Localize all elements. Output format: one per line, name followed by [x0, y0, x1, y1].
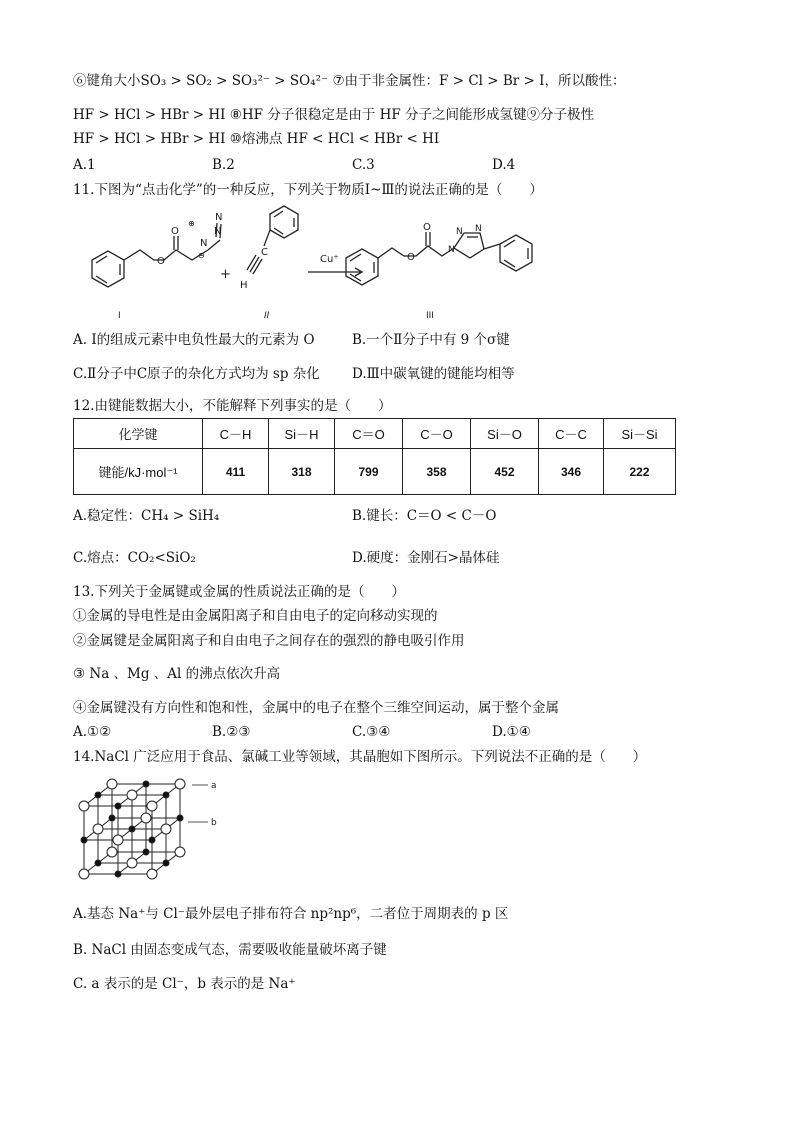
bond-si-h: Si－H	[269, 419, 335, 449]
q11-option-d: D.Ⅲ中碳氧键的键能均相等	[352, 366, 515, 382]
molecule-iii-phenyl-ring	[500, 235, 532, 271]
bond-si-si: Si－Si	[604, 419, 676, 449]
molecule-i-oxygen-label: O	[157, 256, 165, 267]
table-header-label: 化学键	[74, 419, 203, 449]
chloride-ion	[147, 801, 157, 811]
molecule-iii-chain	[378, 246, 454, 258]
value-c-o-single: 358	[403, 449, 471, 495]
q12-option-b: B.键长：C＝O < C－O	[352, 508, 497, 524]
table-header-row	[74, 419, 676, 449]
triazole-n2: N	[456, 227, 463, 237]
azide-nitrogen-2: N	[214, 226, 222, 237]
q13-option-b: B.②③	[212, 724, 251, 740]
label-molecule-i: I	[118, 311, 121, 321]
q10-option-b: B.2	[212, 157, 235, 173]
alkyne-hydrogen-label: H	[240, 280, 248, 291]
q13-item-4: ④金属键没有方向性和饱和性，金属中的电子在整个三维空间运动，属于整个金属	[73, 700, 559, 716]
label-molecule-ii: II	[264, 311, 270, 321]
q13-stem: 13.下列关于金属键或金属的性质说法正确的是（ ）	[73, 584, 405, 600]
chloride-ion	[113, 835, 123, 845]
nacl-unit-cell-figure	[70, 772, 230, 890]
plus-sign: +	[220, 267, 231, 282]
q10-line-3: HF > HCl > HBr > HI ⑩熔沸点 HF < HCl < HBr < HI	[73, 131, 440, 147]
sodium-ion	[143, 781, 149, 787]
value-c-h: 411	[203, 449, 269, 495]
q11-option-c: C.Ⅱ分子中C原子的杂化方式均为 sp 杂化	[73, 366, 320, 382]
q13-item-2: ②金属键是金属阳离子和自由电子之间存在的强烈的静电吸引作用	[73, 633, 465, 649]
molecule-iii-benzene-ring	[346, 249, 378, 285]
bond-c-o-single: C－O	[403, 419, 471, 449]
label-b: b	[211, 818, 217, 828]
chloride-ion	[175, 847, 185, 857]
azide-minus-charge: ⊖	[198, 251, 205, 260]
triazole-n1: N	[448, 245, 455, 255]
sodium-ion	[115, 803, 121, 809]
q13-item-3: ③ Na 、Mg 、Al 的沸点依次升高	[73, 666, 281, 682]
chloride-ion	[175, 779, 185, 789]
sodium-ion	[95, 860, 101, 866]
catalyst-label: Cu⁺	[320, 254, 339, 265]
q14-option-a: A.基态 Na⁺与 Cl⁻最外层电子排布符合 np²np⁶，二者位于周期表的 p 区	[73, 906, 509, 922]
value-row-label: 键能/kJ·mol⁻¹	[74, 449, 203, 495]
table-value-row	[74, 449, 676, 495]
azide-plus-charge: ⊕	[188, 219, 195, 228]
sodium-ion	[143, 849, 149, 855]
molecule-i-chain	[124, 250, 208, 260]
bond-c-c: C－C	[539, 419, 604, 449]
value-c-o-double: 799	[335, 449, 403, 495]
q10-option-a: A.1	[73, 157, 96, 173]
sodium-ion	[149, 837, 155, 843]
chloride-ion	[161, 824, 171, 834]
q11-option-b: B.一个Ⅱ分子中有 9 个σ键	[352, 332, 510, 348]
bond-energy-table	[73, 418, 676, 495]
molecule-i-benzene-ring	[92, 251, 124, 287]
value-si-o: 452	[471, 449, 539, 495]
click-chemistry-reaction-figure	[70, 200, 590, 325]
bond-si-o: Si－O	[471, 419, 539, 449]
alkyne-carbon-label: C	[261, 247, 268, 258]
q14-option-c: C. a 表示的是 Cl⁻，b 表示的是 Na⁺	[73, 976, 296, 992]
chloride-ion	[107, 779, 117, 789]
triazole-n3: N	[475, 224, 482, 234]
q10-option-c: C.3	[352, 157, 375, 173]
q14-stem: 14.NaCl 广泛应用于食品、氯碱工业等领域，其晶胞如下图所示。下列说法不正确的是（ ）	[73, 749, 647, 765]
chloride-ion	[127, 858, 137, 868]
q11-option-a: A. Ⅰ的组成元素中电负性最大的元素为 O	[73, 332, 315, 348]
q12-stem: 12.由键能数据大小，不能解释下列事实的是（ ）	[73, 398, 392, 414]
q12-option-a: A.稳定性：CH₄ > SiH₄	[73, 508, 220, 524]
bond-c-o-double: C＝O	[335, 419, 403, 449]
sodium-ion	[109, 815, 115, 821]
sodium-ion	[95, 792, 101, 798]
molecule-ii-benzene-ring	[270, 206, 298, 238]
azide-nitrogen-3: N	[215, 212, 223, 223]
value-si-h: 318	[269, 449, 335, 495]
q13-option-a: A.①②	[73, 724, 112, 740]
sodium-ion	[177, 815, 183, 821]
chloride-ion	[127, 790, 137, 800]
q12-option-d: D.硬度：金刚石>晶体硅	[352, 550, 500, 566]
chloride-ion	[141, 813, 151, 823]
azide-nitrogen-1: N	[200, 238, 208, 249]
sodium-ion	[163, 792, 169, 798]
q10-line-2: HF > HCl > HBr > HI ⑧HF 分子很稳定是由于 HF 分子之间能形成氢键⑨分子极性	[73, 107, 595, 123]
chloride-ion	[79, 801, 89, 811]
sodium-ion	[129, 826, 135, 832]
q14-option-b: B. NaCl 由固态变成气态，需要吸收能量破坏离子键	[73, 942, 387, 958]
molecule-iii-oxygen-label: O	[407, 252, 415, 263]
q13-option-c: C.③④	[352, 724, 391, 740]
q13-item-1: ①金属的导电性是由金属阳离子和自由电子的定向移动实现的	[73, 608, 438, 624]
chloride-ion	[107, 847, 117, 857]
label-a: a	[211, 781, 217, 791]
q11-stem: 11.下图为“点击化学”的一种反应，下列关于物质Ⅰ~Ⅲ的说法正确的是（ ）	[73, 182, 543, 198]
molecule-i-carbonyl-oxygen: O	[171, 226, 179, 237]
q10-line-1: ⑥键角大小SO₃ > SO₂ > SO₃²⁻ > SO₄²⁻ ⑦由于非金属性：F > Cl > Br > I，所以酸性：	[73, 73, 626, 89]
label-molecule-iii: III	[426, 311, 434, 321]
value-c-c: 346	[539, 449, 604, 495]
q10-option-d: D.4	[492, 157, 516, 173]
molecule-iii-carbonyl-oxygen: O	[423, 222, 431, 233]
q13-option-d: D.①④	[492, 724, 531, 740]
value-si-si: 222	[604, 449, 676, 495]
sodium-ion	[115, 871, 121, 877]
sodium-ion	[163, 860, 169, 866]
chloride-ion	[147, 869, 157, 879]
q12-option-c: C.熔点：CO₂<SiO₂	[73, 550, 196, 566]
chloride-ion	[79, 869, 89, 879]
sodium-ion	[81, 837, 87, 843]
bond-c-h: C－H	[203, 419, 269, 449]
chloride-ion	[93, 824, 103, 834]
